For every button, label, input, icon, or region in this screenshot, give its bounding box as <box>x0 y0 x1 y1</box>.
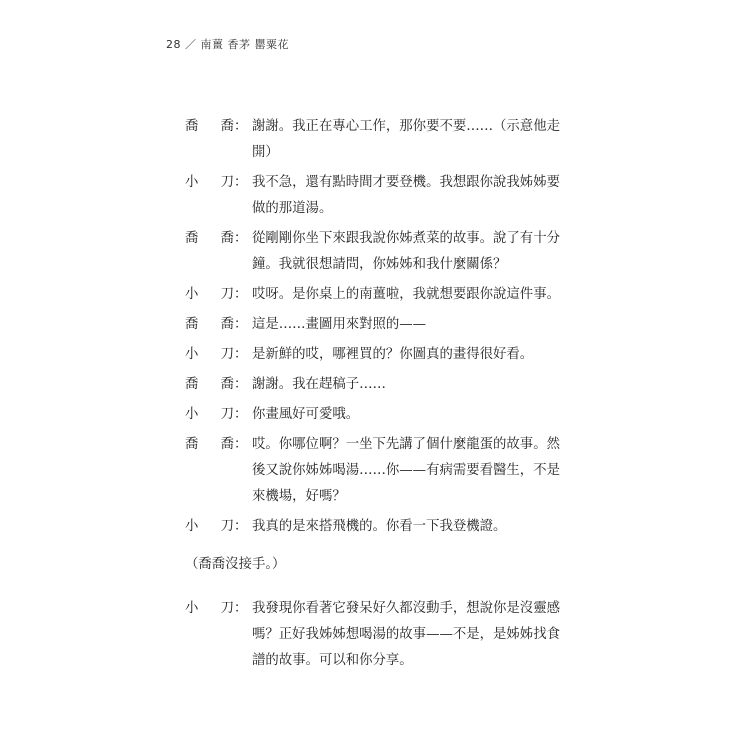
dialogue-text: 你畫風好可愛哦。 <box>252 407 360 422</box>
speaker-name: 小 刀 <box>185 175 234 190</box>
stage-direction: （喬喬沒接手。） <box>185 557 286 572</box>
speaker-colon: ： <box>234 437 248 452</box>
speaker-name: 小 刀 <box>185 407 234 422</box>
dialogue-line <box>185 514 565 540</box>
running-head <box>166 36 289 52</box>
speaker-name: 喬 喬 <box>185 437 234 452</box>
speaker-colon: ： <box>234 407 248 422</box>
script-body <box>185 114 565 678</box>
speaker-colon: ： <box>234 231 248 246</box>
dialogue-text: 哎。你哪位啊？一坐下先講了個什麼龍蛋的故事。然後又說你姊姊喝湯……你——有病需要看醫生，不是來機場，好嗎？ <box>252 437 560 504</box>
dialogue-line <box>185 282 565 308</box>
speaker-name: 喬 喬 <box>185 231 234 246</box>
dialogue-line <box>185 596 565 674</box>
dialogue-text: 謝謝。我正在專心工作，那你要不要……（示意他走開） <box>252 119 560 160</box>
speaker-name: 小 刀 <box>185 287 234 302</box>
dialogue-text: 我發現你看著它發呆好久都沒動手，想說你是沒靈感嗎？正好我姊姊想喝湯的故事——不是，是姊姊找食譜的故事。可以和你分享。 <box>252 601 560 668</box>
book-title: 南薑 香茅 罌粟花 <box>200 38 289 51</box>
speaker-colon: ： <box>234 519 248 534</box>
speaker-colon: ： <box>234 317 248 332</box>
speaker-colon: ： <box>234 377 248 392</box>
dialogue-text: 哎呀。是你桌上的南薑啦，我就想要跟你說這件事。 <box>252 287 560 302</box>
speaker-name: 小 刀 <box>185 519 234 534</box>
speaker-name: 喬 喬 <box>185 377 234 392</box>
speaker-name: 喬 喬 <box>185 317 234 332</box>
dialogue-line <box>185 312 565 338</box>
dialogue-text: 謝謝。我在趕稿子…… <box>252 377 386 392</box>
speaker-colon: ： <box>234 601 248 616</box>
speaker-colon: ： <box>234 347 248 362</box>
speaker-name: 喬 喬 <box>185 119 234 134</box>
dialogue-line <box>185 114 565 166</box>
speaker-name: 小 刀 <box>185 347 234 362</box>
dialogue-text: 是新鮮的哎，哪裡買的？你圖真的畫得很好看。 <box>252 347 534 362</box>
dialogue-text: 從剛剛你坐下來跟我說你姊煮菜的故事。說了有十分鐘。我就很想請問，你姊姊和我什麼關係？ <box>252 231 560 272</box>
dialogue-text: 這是……畫圖用來對照的—— <box>252 317 427 332</box>
speaker-colon: ： <box>234 119 248 134</box>
page-number: 28 <box>166 38 181 51</box>
speaker-colon: ： <box>234 287 248 302</box>
dialogue-text: 我不急，還有點時間才要登機。我想跟你說我姊姊要做的那道湯。 <box>252 175 560 216</box>
running-head-separator: ／ <box>185 38 197 51</box>
dialogue-line <box>185 402 565 428</box>
dialogue-line <box>185 170 565 222</box>
dialogue-line <box>185 372 565 398</box>
speaker-name: 小 刀 <box>185 601 234 616</box>
dialogue-line <box>185 342 565 368</box>
dialogue-text: 我真的是來搭飛機的。你看一下我登機證。 <box>252 519 507 534</box>
dialogue-line <box>185 226 565 278</box>
speaker-colon: ： <box>234 175 248 190</box>
dialogue-line <box>185 432 565 510</box>
